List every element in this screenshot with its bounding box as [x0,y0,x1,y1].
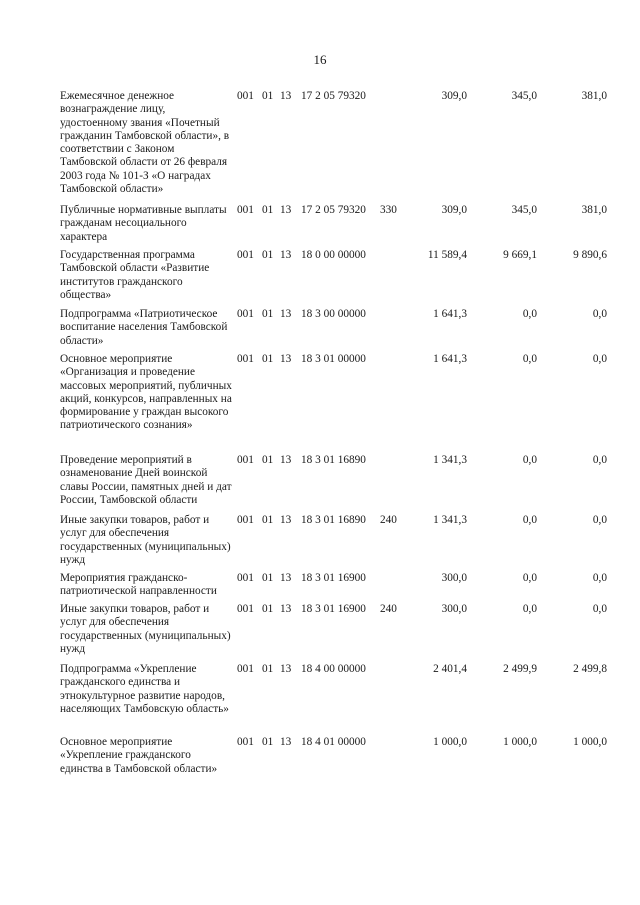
row-value-year2: 0,0 [522,603,537,615]
row-subsection: 13 [280,249,292,261]
row-section: 01 [262,603,274,615]
row-grbs: 001 [237,308,254,320]
row-value-year2: 0,0 [522,353,537,365]
row-target-article: 18 0 00 00000 [301,249,366,261]
row-target-article: 18 3 01 16900 [301,603,366,615]
row-section: 01 [262,308,274,320]
row-description: Подпрограмма «Патриотическое воспитание населения Тамбовской области» [60,308,228,347]
row-target-article: 17 2 05 79320 [301,90,366,102]
row-section: 01 [262,90,274,102]
row-grbs: 001 [237,353,254,365]
row-value-year1: 2 401,4 [433,663,467,675]
row-value-year3: 0,0 [592,514,607,526]
row-value-year1: 11 589,4 [427,249,467,261]
row-target-article: 18 3 01 16890 [301,454,366,466]
row-description: Государственная программа Тамбовской области «Развитие институтов гражданского общества» [60,249,210,301]
row-value-year1: 1 641,3 [433,308,467,320]
row-subsection: 13 [280,90,292,102]
row-target-article: 18 4 00 00000 [301,663,366,675]
row-value-year1: 300,0 [441,572,467,584]
row-value-year3: 381,0 [581,90,607,102]
row-value-year3: 9 890,6 [573,249,607,261]
row-description: Основное мероприятие «Организация и проведение массовых мероприятий, публичных акций, конкурсов, направленных на формирование у граждан высокого патриотического сознания» [60,353,232,432]
row-subsection: 13 [280,308,292,320]
row-target-article: 18 3 01 16890 [301,514,366,526]
row-grbs: 001 [237,204,254,216]
row-description: Иные закупки товаров, работ и услуг для обеспечения государственных (муниципальных) нужд [60,514,231,566]
row-value-year3: 0,0 [592,353,607,365]
row-value-year1: 309,0 [441,90,467,102]
row-grbs: 001 [237,603,254,615]
row-value-year1: 1 641,3 [433,353,467,365]
row-section: 01 [262,736,274,748]
row-grbs: 001 [237,736,254,748]
row-value-year3: 1 000,0 [573,736,607,748]
row-subsection: 13 [280,454,292,466]
row-section: 01 [262,514,274,526]
row-value-year2: 2 499,9 [503,663,537,675]
row-target-article: 18 3 01 16900 [301,572,366,584]
row-description: Мероприятия гражданско-патриотической направленности [60,572,217,598]
row-subsection: 13 [280,204,292,216]
row-value-year3: 0,0 [592,572,607,584]
row-grbs: 001 [237,454,254,466]
row-value-year1: 1 341,3 [433,454,467,466]
row-value-year3: 0,0 [592,454,607,466]
row-grbs: 001 [237,249,254,261]
row-value-year1: 1 000,0 [433,736,467,748]
row-expense-type: 240 [380,514,397,526]
row-description: Проведение мероприятий в ознаменование Дней воинской славы России, памятных дней и дат России, Тамбовской области [60,454,232,506]
row-section: 01 [262,663,274,675]
row-target-article: 18 3 00 00000 [301,308,366,320]
row-grbs: 001 [237,514,254,526]
row-value-year2: 9 669,1 [503,249,537,261]
row-value-year2: 0,0 [522,514,537,526]
row-target-article: 18 4 01 00000 [301,736,366,748]
row-grbs: 001 [237,90,254,102]
row-section: 01 [262,249,274,261]
row-section: 01 [262,353,274,365]
row-subsection: 13 [280,572,292,584]
row-subsection: 13 [280,353,292,365]
row-subsection: 13 [280,514,292,526]
row-grbs: 001 [237,663,254,675]
row-subsection: 13 [280,603,292,615]
row-value-year2: 345,0 [511,90,537,102]
row-value-year3: 381,0 [581,204,607,216]
row-value-year1: 1 341,3 [433,514,467,526]
row-value-year2: 1 000,0 [503,736,537,748]
row-value-year3: 0,0 [592,308,607,320]
row-subsection: 13 [280,736,292,748]
row-value-year2: 0,0 [522,308,537,320]
row-value-year2: 0,0 [522,572,537,584]
row-subsection: 13 [280,663,292,675]
row-expense-type: 330 [380,204,397,216]
row-description: Иные закупки товаров, работ и услуг для обеспечения государственных (муниципальных) нужд [60,603,231,655]
row-value-year1: 300,0 [441,603,467,615]
row-description: Подпрограмма «Укрепление гражданского единства и этнокультурное развитие народов, населяющих Тамбовскую область» [60,663,229,715]
row-value-year2: 0,0 [522,454,537,466]
row-description: Ежемесячное денежное вознаграждение лицу, удостоенному звания «Почетный гражданин Тамбовской области», в соответствии с Законом Тамбовской области от 26 февраля 2003 года № 101-З «О наградах Тамбовской области» [60,90,230,196]
row-section: 01 [262,454,274,466]
row-section: 01 [262,572,274,584]
row-description: Основное мероприятие «Укрепление гражданского единства в Тамбовской области» [60,736,218,775]
row-description: Публичные нормативные выплаты гражданам несоциального характера [60,204,227,243]
row-grbs: 001 [237,572,254,584]
row-value-year3: 2 499,8 [573,663,607,675]
row-value-year1: 309,0 [441,204,467,216]
row-section: 01 [262,204,274,216]
row-expense-type: 240 [380,603,397,615]
row-value-year3: 0,0 [592,603,607,615]
row-target-article: 18 3 01 00000 [301,353,366,365]
row-value-year2: 345,0 [511,204,537,216]
page-number: 16 [313,52,327,67]
row-target-article: 17 2 05 79320 [301,204,366,216]
